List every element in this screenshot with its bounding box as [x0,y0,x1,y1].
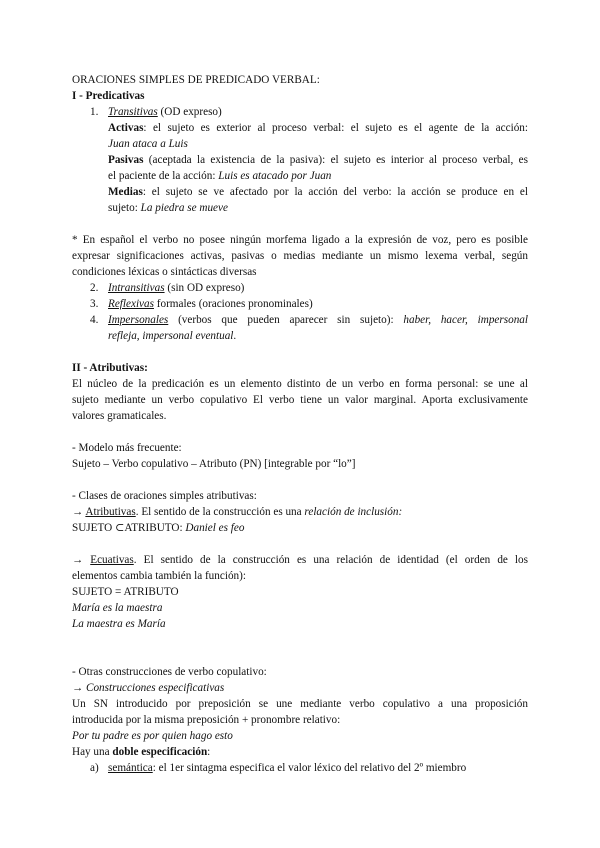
activas-line [108,120,528,137]
otras-line-2: introducida por la misma preposición + pronombre relativo: [72,714,341,726]
ecuativas-text: . El sentido de la construcción es una relación de identidad (el orden de los [133,554,528,566]
atributivas-emph: relación de inclusión: [304,506,403,518]
item-text: (sin OD expreso) [164,282,245,294]
atributivas-line [72,504,402,521]
pasivas-line-2 [108,168,331,185]
item-text: formales (oraciones pronominales) [153,298,313,310]
term-medias: Medias [108,186,143,198]
list-item-impersonales [90,312,528,329]
list-number: 2. [90,282,99,294]
ecuativas-line [72,552,528,569]
medias-example: La piedra se mueve [140,202,228,214]
note-line-3: condiciones léxicas o sintácticas diversas [72,266,257,278]
ecuativas-example-1: María es la maestra [72,602,163,614]
arrow-icon: → [72,506,86,518]
modelo-formula: Sujeto – Verbo copulativo – Atributo (PN) [integrable por “lo”] [72,458,356,470]
list-number: 1. [90,106,99,118]
pasivas-text-2: el paciente de la acción: [108,170,219,182]
arrow-icon: → [72,682,86,694]
list-number: 4. [90,314,99,326]
doble-pre: Hay una [72,746,113,758]
medias-line-2 [108,200,228,217]
atributivas-example: Daniel es feo [185,522,245,534]
term-atributivas: Atributivas [85,506,136,518]
para-line-1: El núcleo de la predicación es un elemento distinto de un verbo en forma personal: se une al [72,378,528,390]
atributivas-text: . El sentido de la construcción es una [135,506,305,518]
arrow-icon: → [72,554,91,566]
list-letter: a) [90,762,99,774]
ecuativas-line-2: elementos cambia también la función): [72,570,246,582]
clases-heading: - Clases de oraciones simples atributivas: [72,490,257,502]
list-item-reflexivas [90,296,313,313]
item-text: (OD expreso) [157,106,222,118]
list-item-intransitivas [90,280,244,297]
item-text: (verbos que pueden aparecer sin sujeto): [168,314,404,326]
pasivas-text: (aceptada la existencia de la pasiva): el sujeto es interior al proceso verbal, es [143,154,528,166]
list-number: 3. [90,298,99,310]
section2-heading: II - Atributivas: [72,362,148,374]
term-ecuativas: Ecuativas [90,554,134,566]
otras-heading: - Otras construcciones de verbo copulativo: [72,666,267,678]
impersonales-examples: haber, hacer, impersonal [403,314,528,326]
impersonales-line-2 [108,328,236,345]
term-semantica: semántica [108,762,153,774]
doble-line [72,744,210,761]
term-activas: Activas [108,122,144,134]
activas-example: Juan ataca a Luis [108,138,188,150]
ecuativas-example-2: La maestra es María [72,618,166,630]
pasivas-example: Luis es atacado por Juan [218,170,332,182]
otras-example: Por tu padre es por quien hago esto [72,730,233,742]
para-line-3: valores gramaticales. [72,410,167,422]
atributivas-formula: SUJETO ⊂ATRIBUTO: [72,522,186,534]
term-intransitivas: Intransitivas [108,282,165,294]
term-reflexivas: Reflexivas [108,298,154,310]
item-text: : el 1er sintagma especifica el valor léxico del relativo del 2º miembro [152,762,467,774]
list-item-transitivas [90,104,222,121]
item-end: . [233,330,237,342]
term-impersonales: Impersonales [108,314,169,326]
note-line-1: * En español el verbo no posee ningún morfema ligado a la expresión de voz, pero es posible [72,234,528,246]
document-title: ORACIONES SIMPLES DE PREDICADO VERBAL: [72,74,320,86]
pasivas-line [108,152,528,169]
otras-line-1: Un SN introducido por preposición se une mediante verbo copulativo a una proposición [72,698,528,710]
impersonales-examples-2: refleja, impersonal eventual [108,330,234,342]
note-line-2: expresar significaciones activas, pasivas o medias mediante un mismo lexema verbal, según [72,250,528,262]
doble-post: : [207,746,211,758]
doble-bold: doble especificación [112,746,208,758]
term-transitivas: Transitivas [108,106,158,118]
medias-text: : el sujeto se ve afectado por la acción del verbo: la acción se produce en el [142,186,528,198]
term-pasivas: Pasivas [108,154,144,166]
term-especificativas: Construcciones especificativas [85,682,225,694]
otras-subheading [72,680,224,697]
activas-text: : el sujeto es exterior al proceso verbal: el sujeto es el agente de la acción: [143,122,528,134]
medias-text-2: sujeto: [108,202,141,214]
ecuativas-formula: SUJETO = ATRIBUTO [72,586,179,598]
atributivas-formula-line [72,520,244,537]
para-line-2: sujeto mediante un verbo copulativo El verbo tiene un valor marginal. Aporta exclusivamente [72,394,528,406]
modelo-heading: - Modelo más frecuente: [72,442,182,454]
medias-line [108,184,528,201]
section1-heading: I - Predicativas [72,90,145,102]
list-item-semantica [90,760,466,777]
